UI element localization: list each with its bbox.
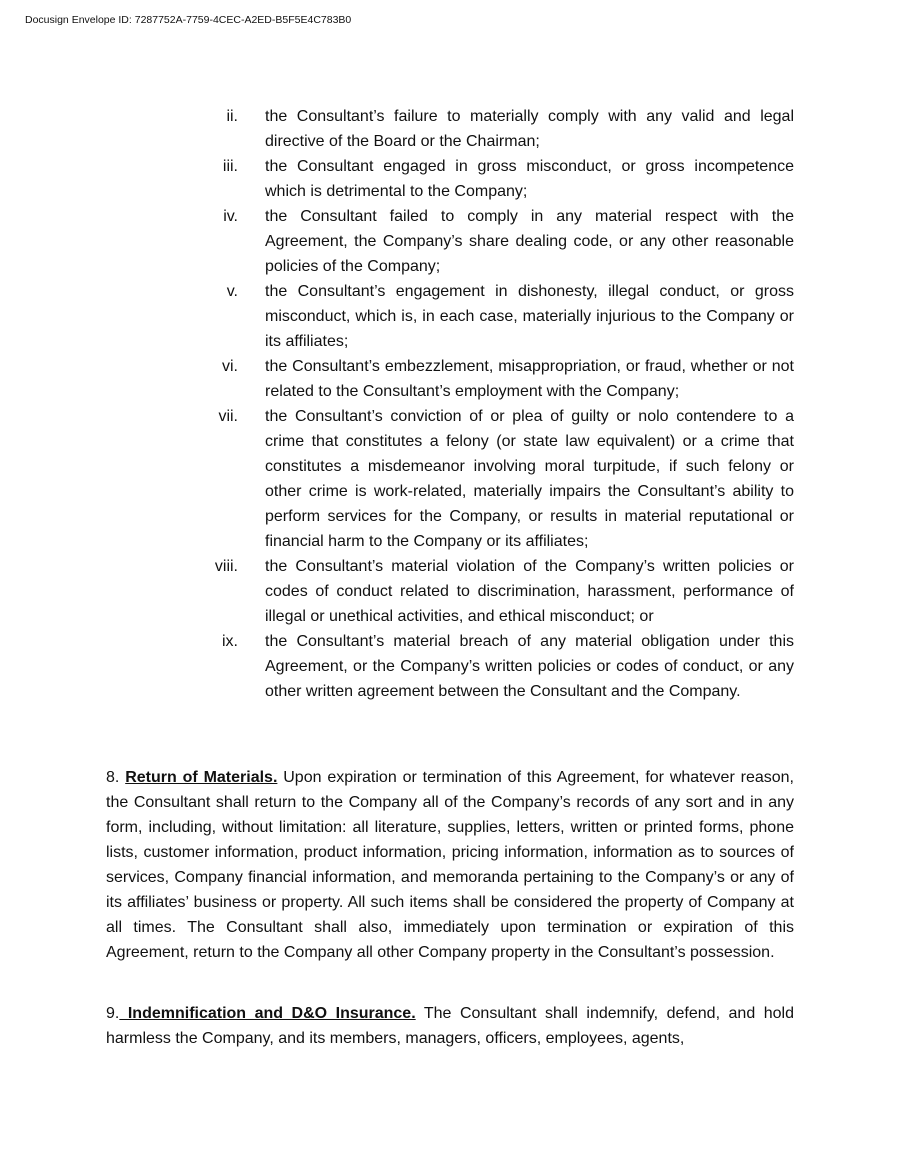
list-item	[0, 104, 900, 154]
list-numeral: ii.	[226, 108, 238, 125]
docusign-envelope-id: Docusign Envelope ID: 7287752A-7759-4CEC-A2ED-B5F5E4C783B0	[25, 14, 352, 26]
list-item-text: the Consultant engaged in gross misconduct, or gross incompetence which is detrimental to the Company;	[265, 158, 794, 200]
list-item-text: the Consultant’s material breach of any material obligation under this Agreement, or the Company’s written policies or codes of conduct, or any other written agreement between the Consultant and the Company.	[265, 633, 794, 700]
list-numeral: vii.	[218, 408, 238, 425]
list-numeral: iv.	[223, 208, 238, 225]
list-item	[0, 154, 900, 204]
list-numeral: viii.	[214, 558, 238, 575]
list-item	[0, 554, 900, 629]
list-item-text: the Consultant’s conviction of or plea of guilty or nolo contendere to a crime that constitutes a felony (or state law equivalent) or a crime that constitutes a misdemeanor involving moral turpitude, if such felony or other crime is work-related, materially impairs the Consultant’s ability to perform services for the Company, or results in material reputational or financial harm to the Company or its affiliates;	[265, 408, 794, 550]
list-item	[0, 629, 900, 704]
section-number: 9.	[106, 1005, 120, 1022]
list-item-text: the Consultant’s embezzlement, misappropriation, or fraud, whether or not related to the Consultant’s employment with the Company;	[265, 358, 794, 400]
list-numeral: iii.	[222, 158, 238, 175]
list-item	[0, 279, 900, 354]
list-item	[0, 404, 900, 554]
list-item-text: the Consultant’s engagement in dishonesty, illegal conduct, or gross misconduct, which is, in each case, materially injurious to the Company or its affiliates;	[265, 283, 794, 350]
list-numeral: vi.	[222, 358, 238, 375]
list-numeral: ix.	[222, 633, 238, 650]
list-item-text: the Consultant failed to comply in any material respect with the Agreement, the Company’s share dealing code, or any other reasonable policies of the Company;	[265, 208, 794, 275]
section-indemnification	[106, 1001, 794, 1051]
list-item-text: the Consultant’s failure to materially comply with any valid and legal directive of the Board or the Chairman;	[265, 108, 794, 150]
section-body: Upon expiration or termination of this Agreement, for whatever reason, the Consultant shall return to the Company all of the Company’s records of any sort and in any form, including, without limitation: all literature, supplies, letters, written or printed forms, phone lists, customer information, product information, pricing information, information as to sources of services, Company financial information, and memoranda pertaining to the Company’s or any of its affiliates’ business or property. All such items shall be considered the property of Company at all times. The Consultant shall also, immediately upon termination or expiration of this Agreement, return to the Company all other Company property in the Consultant’s possession.	[106, 769, 794, 961]
section-body: The Consultant shall indemnify, defend, and hold harmless the Company, and its members, managers, officers, employees, agents,	[106, 1005, 794, 1047]
list-item	[0, 204, 900, 279]
list-item	[0, 354, 900, 404]
list-numeral: v.	[226, 283, 238, 300]
section-heading: Return of Materials.	[125, 769, 278, 786]
section-number: 8.	[106, 769, 126, 786]
list-item-text: the Consultant’s material violation of the Company’s written policies or codes of conduct related to discrimination, harassment, performance of illegal or unethical activities, and ethical misconduct; or	[265, 558, 794, 625]
termination-cause-list	[0, 104, 900, 704]
section-return-of-materials	[106, 765, 794, 965]
section-heading: Indemnification and D&O Insurance.	[119, 1005, 416, 1022]
